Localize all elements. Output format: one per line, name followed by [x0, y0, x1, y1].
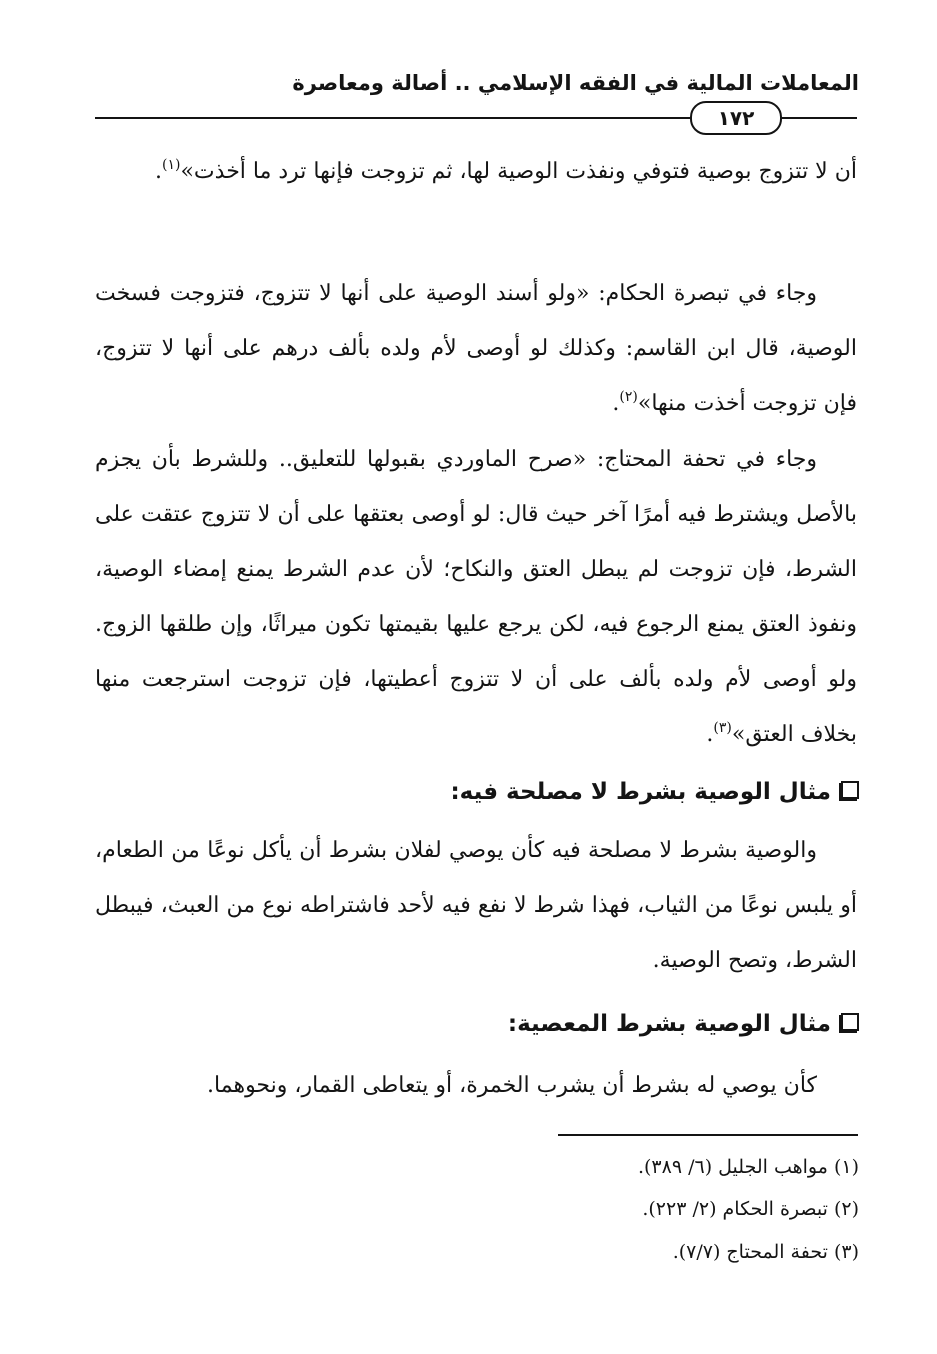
paragraph-4: والوصية بشرط لا مصلحة فيه كأن يوصي لفلان بشرط أن يأكل نوعًا من الطعام، أو يلبس نوعًا من الثياب، فهذا شرط لا نفع فيه لأحد فاشتراطه نوع من العبث، فيبطل الشرط، وتصح الوصية. [95, 838, 857, 973]
footnote-ref-2: (٢) [619, 389, 638, 405]
paragraph-3-end: . [706, 722, 714, 747]
footnote-ref-3: (٣) [713, 720, 732, 736]
footnote-2: (٢) تبصرة الحكام (٢/ ٢٢٣). [642, 1198, 859, 1220]
footnote-rule [558, 1134, 858, 1136]
footnote-ref-1: (١) [162, 157, 181, 173]
paragraph-2 [95, 266, 857, 431]
paragraph-3 [95, 432, 857, 762]
paragraph-2-end: . [612, 391, 620, 416]
section-heading-1 [159, 774, 859, 810]
checkbox-bullet-icon [841, 781, 859, 799]
footnote-1: (١) مواهب الجليل (٦/ ٣٨٩). [637, 1156, 859, 1178]
running-title: المعاملات المالية في الفقه الإسلامي .. أصالة ومعاصرة [292, 71, 859, 95]
paragraph-2-text: وجاء في تبصرة الحكام: «ولو أسند الوصية على أنها لا تتزوج، فتزوجت فسخت الوصية، قال ابن القاسم: وكذلك لو أوصى لأم ولده بألف درهم على أنها لا تتزوج، فإن تزوجت أخذت منها» [95, 281, 857, 416]
checkbox-bullet-icon [841, 1013, 859, 1031]
paragraph-1-end: . [155, 159, 162, 184]
paragraph-3-text: وجاء في تحفة المحتاج: «صرح الماوردي بقبولها للتعليق.. وللشرط بأن يجزم بالأصل ويشترط فيه أمرًا آخر حيث قال: لو أوصى بعتقها على أن لا تتزوج عتقت على الشرط، فإن تزوجت لم يبطل العتق والنكاح؛ لأن عدم الشرط يمنع إمضاء الوصية، ونفوذ العتق يمنع الرجوع فيه، لكن يرجع عليها بقيمتها تكون ميراثًا، وإن طلقها الزوج. ولو أوصى لأم ولده بألف على أن لا تتزوج أعطيتها، فإن تزوجت استرجعت منها بخلاف العتق» [95, 447, 857, 747]
section-heading-2-text: مثال الوصية بشرط المعصية: [507, 1011, 831, 1037]
paragraph-1 [95, 144, 857, 199]
section-heading-2 [159, 1006, 859, 1042]
section-heading-1-text: مثال الوصية بشرط لا مصلحة فيه: [450, 779, 831, 805]
paragraph-1-text: أن لا تتزوج بوصية فتوفي ونفذت الوصية لها، ثم تزوجت فإنها ترد ما أخذت» [180, 159, 857, 184]
paragraph-5: كأن يوصي له بشرط أن يشرب الخمرة، أو يتعاطى القمار، ونحوهما. [207, 1073, 817, 1098]
page-number: ١٧٢ [690, 101, 782, 135]
footnote-3: (٣) تحفة المحتاج (٧/٧). [672, 1241, 859, 1263]
